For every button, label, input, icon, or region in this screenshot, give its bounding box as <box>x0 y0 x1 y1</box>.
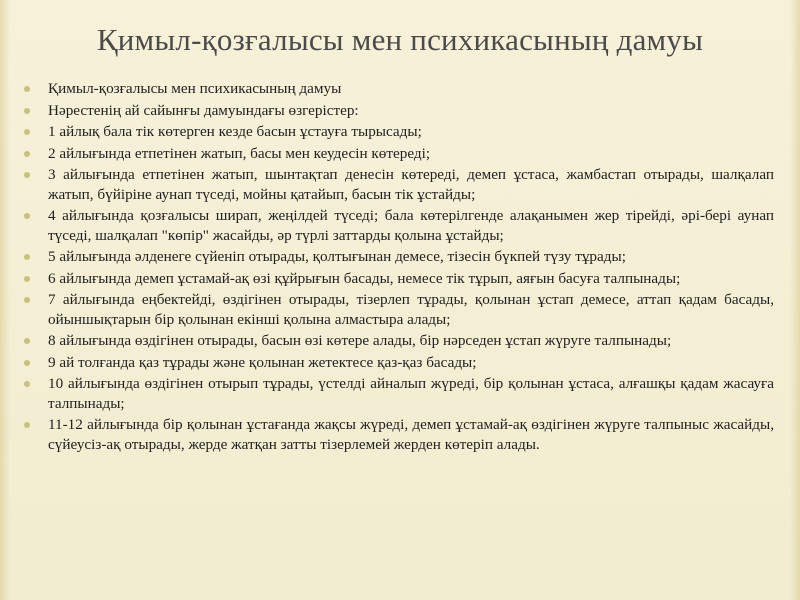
bullet-dot-icon <box>24 254 30 260</box>
bullet-item-6 <box>32 206 774 245</box>
bullet-dot-icon <box>24 360 30 366</box>
bullet-item-5 <box>32 165 774 204</box>
bullet-item-12 <box>32 374 774 413</box>
bullet-text: 5 айлығында әлденеге сүйеніп отырады, қолтығынан демесе, тізесін бүкпей түзу тұрады; <box>48 248 626 265</box>
bullet-item-10 <box>32 331 774 351</box>
bullet-item-7 <box>32 247 774 267</box>
bullet-item-1 <box>32 79 774 99</box>
bullet-text: 3 айлығында етпетінен жатып, шынтақтап денесін көтереді, демеп ұстаса, жамбастап отырады, шалқалап жатып, бүйіріне аунап түседі, мойны қатайып, басын тік ұстайды; <box>48 166 774 203</box>
bullet-item-13 <box>32 415 774 454</box>
bullet-text: Нәрестенің ай сайынғы дамуындағы өзгерістер: <box>48 101 359 119</box>
bullet-item-11 <box>32 353 774 373</box>
bullet-text: 6 айлығында демеп ұстамай-ақ өзі құйрығын басады, немесе тік тұрып, аяғын басуға талпынады; <box>48 269 681 287</box>
bullet-text: 10 айлығында өздігінен отырып тұрады, үстелді айналып жүреді, бір қолынан ұстаса, алғашқы қадам жасауға талпынады; <box>48 375 774 412</box>
bullet-dot-icon <box>24 129 30 135</box>
bullet-text: 7 айлығында еңбектейді, өздігінен отырады, тізерлеп тұрады, қолынан ұстап демесе, аттап қадам басады, ойыншықтарын бір қолынан екінші қолына алмастыра алады; <box>48 291 774 328</box>
bullet-dot-icon <box>24 338 30 344</box>
bullet-text: 9 ай толғанда қаз тұрады және қолынан жетектесе қаз-қаз басады; <box>48 353 477 371</box>
bullet-item-4 <box>32 144 774 164</box>
bullet-text: 1 айлық бала тік көтерген кезде басын ұстауға тырысады; <box>48 123 422 140</box>
bullet-dot-icon <box>24 297 30 303</box>
bullet-list <box>32 79 774 456</box>
bullet-dot-icon <box>24 422 30 428</box>
bullet-text: Қимыл-қозғалысы мен психикасының дамуы <box>48 80 342 97</box>
bullet-dot-icon <box>24 86 30 92</box>
bullet-dot-icon <box>24 151 30 157</box>
slide-right-edge <box>790 0 800 600</box>
bullet-dot-icon <box>24 276 30 282</box>
slide-left-edge <box>0 0 10 600</box>
bullet-text: 2 айлығында етпетінен жатып, басы мен кеудесін көтереді; <box>48 144 431 162</box>
bullet-dot-icon <box>24 381 30 387</box>
bullet-item-8 <box>32 269 774 289</box>
bullet-item-3 <box>32 122 774 142</box>
bullet-item-9 <box>32 290 774 329</box>
bullet-dot-icon <box>24 172 30 178</box>
bullet-text: 11-12 айлығында бір қолынан ұстағанда жақсы жүреді, демеп ұстамай-ақ өздігінен жүруге талпыныс жасайды, сүйеусіз-ақ отырады, жерде жатқан затты тізерлемей жерден көтеріп алады. <box>48 416 774 453</box>
bullet-dot-icon <box>24 108 30 114</box>
bullet-text: 4 айлығында қозғалысы ширап, жеңілдей түседі; бала көтерілгенде алақанымен жер тірейді, әрі-бері аунап түседі, шалқалап "көпір" жасайды, әр түрлі заттарды қолына ұстайды; <box>48 207 774 244</box>
bullet-text: 8 айлығында өздігінен отырады, басын өзі көтере алады, бір нәрседен ұстап жүруге талпынады; <box>48 332 672 349</box>
slide-title: Қимыл-қозғалысы мен психикасының дамуы <box>96 22 704 57</box>
bullet-item-2 <box>32 101 774 121</box>
bullet-dot-icon <box>24 213 30 219</box>
